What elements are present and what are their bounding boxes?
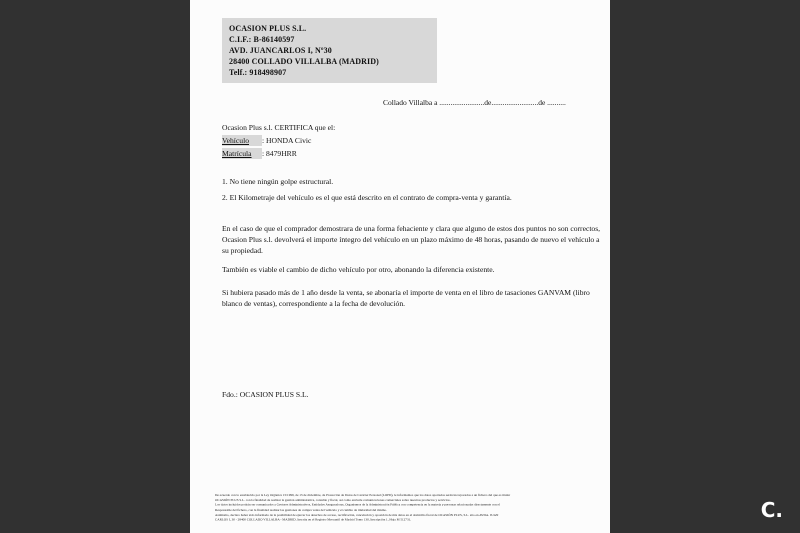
fine-print-line: Responsable del fichero, con la finalidad realizar las gestiones de compra venta del vehículo y el cambio de titularidad del mismo. [215,508,387,512]
date-line: Collado Villalba a ........................de.........................de .......... [383,98,566,107]
coches-logo: C. [760,498,783,522]
certify-line: Ocasion Plus s.l. CERTIFICA que el: [222,123,336,132]
plate-value: : 8479HRR [262,149,297,158]
fine-print-line: CARLOS I, 30 - 28400 COLLADO VILLALBA - MADRID. Inscrita en el Registro Mercantil de Madrid Tomo 130, Inscripción 1, Hoja M 512731. [215,518,412,522]
company-address: AVD. JUANCARLOS I, Nº30 [229,46,332,55]
company-city: 28400 COLLADO VILLALBA (MADRID) [229,57,379,66]
company-name: OCASION PLUS S.L. [229,24,307,33]
paragraph-refund: En el caso de que el comprador demostrara de una forma fehaciente y clara que alguno de estos dos puntos no son correctos, Ocasion Plus s.l. devolverá el importe íntegro del vehículo en un plazo máximo de 48 horas, pasando de nuevo el vehículo a su propiedad. [222,224,601,255]
legal-fine-print [215,493,599,523]
paragraph-exchange: También es viable el cambio de dicho vehículo por otro, abonando la diferencia existente. [222,265,495,274]
document-page [190,0,610,533]
company-header-block [222,18,437,83]
company-phone: Telf.: 918498907 [229,68,287,77]
point-1-line: 1. No tiene ningún golpe estructural. [222,177,334,186]
vehicle-line [222,135,311,146]
point-2-line: 2. El Kilometraje del vehículo es el que está descrito en el contrato de compra-venta y garantía. [222,193,512,202]
fine-print-line: De acuerdo con lo establecido por la Ley Orgánica 15/1999, de 13 de diciembre, de Protección de Datos de Carácter Personal (LOPD), le informamos que los datos aportados serán incorporados a un fichero del que es titular [215,493,511,498]
plate-line [222,148,297,159]
signature-line: Fdo.: OCASION PLUS S.L. [222,390,309,399]
vehicle-value: : HONDA Civic [262,136,312,145]
fine-print-line: OCASIÓN PLUS S.L. con la finalidad de realizar la gestión administrativa, contable y fiscal, así como enviarle comunicaciones comerciales sobre nuestros productos y servicios. [215,498,451,503]
company-cif: C.I.F.: B-86140597 [229,35,295,44]
fine-print-line: Asimismo, declaro haber sido informado de la posibilidad de ejercer los derechos de acceso, rectificación, cancelación y oposición de mis datos en el domicilio fiscal de OCASIÓN PLUS, S.L. sito en AVDA. JUAN [215,513,499,517]
plate-label: Matrícula [222,148,262,159]
paragraph-ganvam: Si hubiera pasado más de 1 año desde la venta, se abonaría el importe de venta en el libro de tasaciones GANVAM (libro blanco de ventas), correspondiente a la fecha de devolución. [222,288,590,308]
vehicle-label: Vehículo [222,135,262,146]
fine-print-line: Los datos incluidos podrán ser comunicados a Gestores Administrativos, Entidades Aseguradoras, Organismos de la Administración Pública con competencia en la materia y personas relacionadas directamente con el [215,503,500,508]
